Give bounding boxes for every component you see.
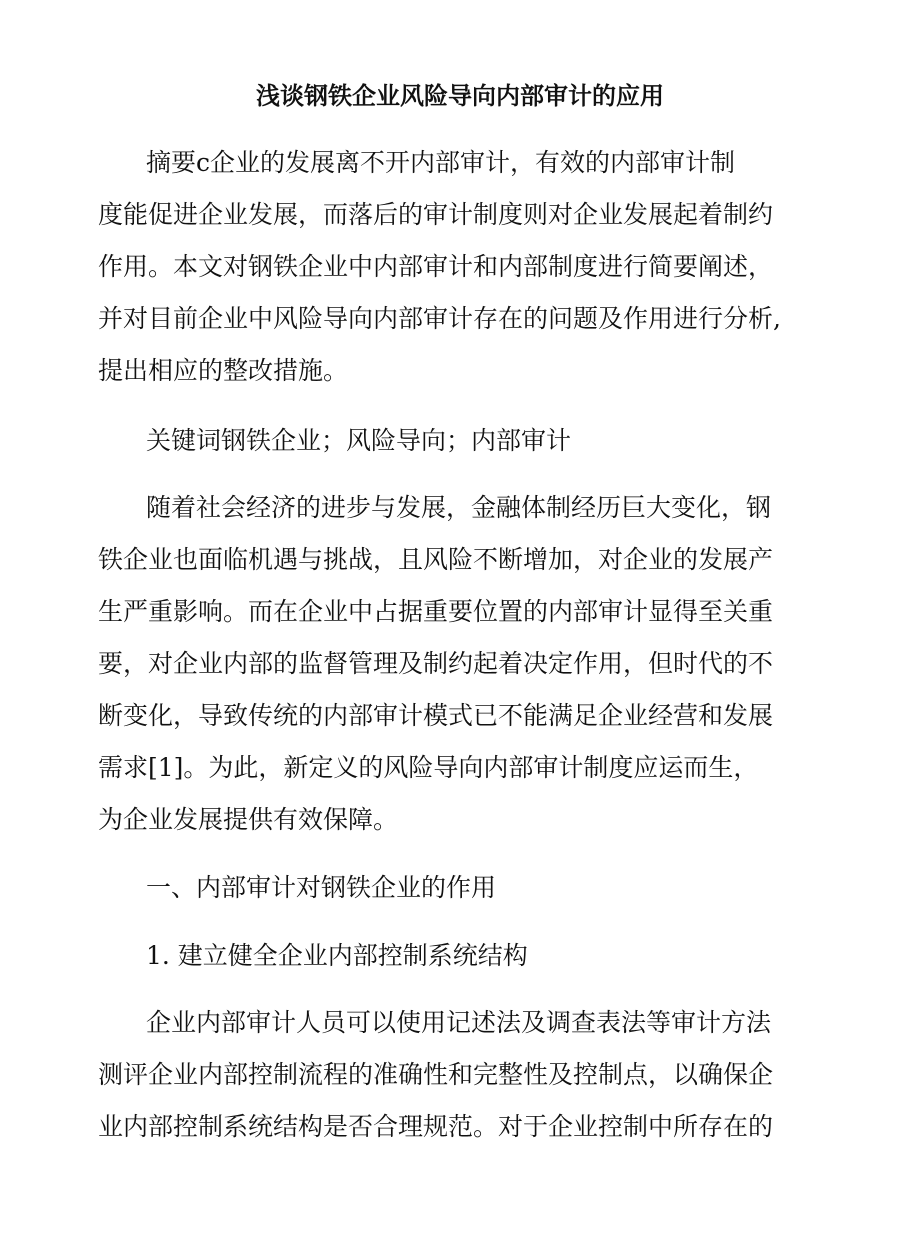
- body-line: 断变化，导致传统的内部审计模式已不能满足企业经营和发展: [98, 701, 774, 730]
- body-line: 测评企业内部控制流程的准确性和完整性及控制点，以确保企: [98, 1060, 774, 1089]
- keywords-line: 关键词钢铁企业；风险导向；内部审计: [146, 426, 572, 455]
- abstract-line: 摘要c企业的发展离不开内部审计，有效的内部审计制: [146, 148, 736, 177]
- body-line: 铁企业也面临机遇与挑战，且风险不断增加，对企业的发展产: [98, 545, 774, 574]
- body-line: 生严重影响。而在企业中占据重要位置的内部审计显得至关重: [98, 597, 774, 626]
- body-line: 要，对企业内部的监督管理及制约起着决定作用，但时代的不: [98, 649, 774, 678]
- body-line: 随着社会经济的进步与发展，金融体制经历巨大变化，钢: [146, 493, 772, 522]
- subsection-heading: 1. 建立健全企业内部控制系统结构: [146, 941, 528, 970]
- body-line: 需求[1]。为此，新定义的风险导向内部审计制度应运而生，: [98, 753, 759, 782]
- abstract-line: 度能促进企业发展，而落后的审计制度则对企业发展起着制约: [98, 200, 774, 229]
- body-line: 企业内部审计人员可以使用记述法及调查表法等审计方法: [146, 1008, 772, 1037]
- document-title: 浅谈钢铁企业风险导向内部审计的应用: [256, 82, 664, 110]
- body-line: 为企业发展提供有效保障。: [98, 805, 399, 834]
- body-line: 业内部控制系统结构是否合理规范。对于企业控制中所存在的: [98, 1112, 774, 1141]
- abstract-line: 提出相应的整改措施。: [98, 356, 349, 385]
- abstract-line: 作用。本文对钢铁企业中内部审计和内部制度进行简要阐述，: [98, 252, 774, 281]
- abstract-line: 并对目前企业中风险导向内部审计存在的问题及作用进行分析,: [98, 304, 781, 333]
- section-heading: 一、内部审计对钢铁企业的作用: [146, 873, 497, 902]
